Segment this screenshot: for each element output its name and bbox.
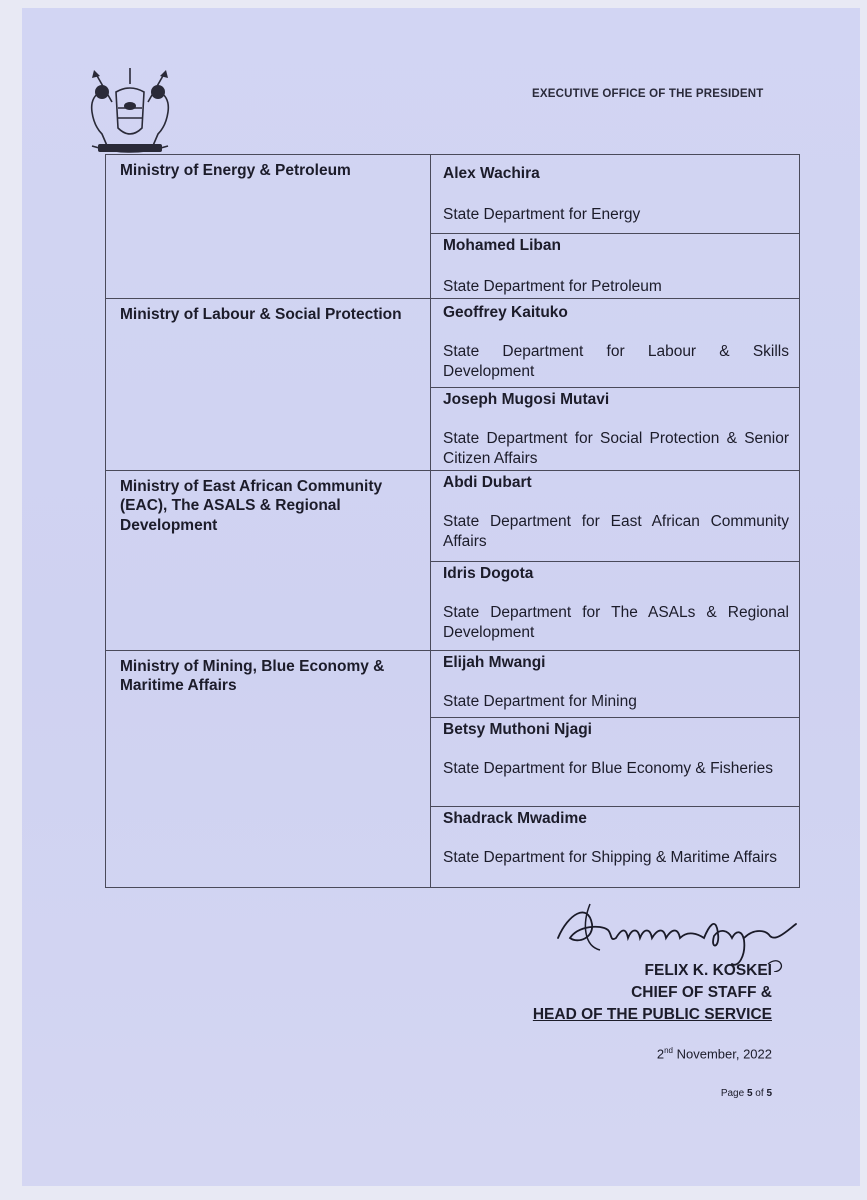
secretary-name: Joseph Mugosi Mutavi: [443, 391, 610, 408]
department-name: State Department for Blue Economy & Fisheries: [443, 760, 773, 778]
secretary-cell: [431, 718, 800, 807]
secretary-name: Betsy Muthoni Njagi: [443, 721, 592, 738]
department-name: State Department for The ASALs & Regional Development: [443, 604, 789, 641]
secretary-name: Shadrack Mwadime: [443, 810, 587, 827]
secretary-cell: [431, 299, 800, 388]
secretary-cell: [431, 562, 800, 651]
ministry-name: Ministry of Labour & Social Protection: [120, 306, 402, 323]
secretary-name: Elijah Mwangi: [443, 654, 546, 671]
secretary-name: Mohamed Liban: [443, 237, 561, 254]
office-header: EXECUTIVE OFFICE OF THE PRESIDENT: [532, 88, 764, 100]
secretary-name: Geoffrey Kaituko: [443, 304, 568, 321]
ministry-cell: [106, 471, 431, 651]
secretary-cell: [431, 651, 800, 718]
department-name: State Department for Petroleum: [443, 278, 662, 296]
ministry-cell: [106, 299, 431, 471]
department-name: State Department for Mining: [443, 693, 637, 711]
table-row: [106, 155, 800, 234]
signatory-title: HEAD OF THE PUBLIC SERVICE: [532, 1006, 772, 1023]
signature-icon: [548, 894, 808, 972]
coat-of-arms-icon: [78, 62, 182, 160]
ministry-name: Ministry of Mining, Blue Economy & Maritime Affairs: [120, 658, 385, 695]
signatory-name: FELIX K. KOSKEI: [644, 962, 772, 979]
ministry-cell: [106, 651, 431, 888]
secretary-name: Abdi Dubart: [443, 474, 532, 491]
department-name: State Department for East African Community Affairs: [443, 513, 789, 550]
department-name: State Department for Energy: [443, 206, 641, 224]
signatory-title: CHIEF OF STAFF &: [631, 984, 772, 1001]
ministry-name: Ministry of Energy & Petroleum: [120, 162, 351, 179]
appointments-table: [105, 154, 800, 888]
secretary-cell: [431, 155, 800, 234]
secretary-cell: [431, 234, 800, 299]
secretary-cell: [431, 807, 800, 888]
page-number: Page 5 of 5: [720, 1088, 772, 1099]
secretary-cell: [431, 471, 800, 562]
department-name: State Department for Labour & Skills Development: [443, 343, 789, 380]
department-name: State Department for Shipping & Maritime Affairs: [443, 849, 777, 867]
secretary-name: Alex Wachira: [443, 165, 540, 182]
ministry-name: Ministry of East African Community (EAC), The ASALS & Regional Development: [120, 478, 383, 534]
secretary-name: Idris Dogota: [443, 565, 534, 582]
table-row: [106, 471, 800, 562]
document-date: 2nd November, 2022: [656, 1046, 772, 1062]
table-row: [106, 299, 800, 388]
ministry-cell: [106, 155, 431, 299]
secretary-cell: [431, 388, 800, 471]
table-row: [106, 651, 800, 718]
department-name: State Department for Social Protection & Senior Citizen Affairs: [443, 430, 789, 467]
